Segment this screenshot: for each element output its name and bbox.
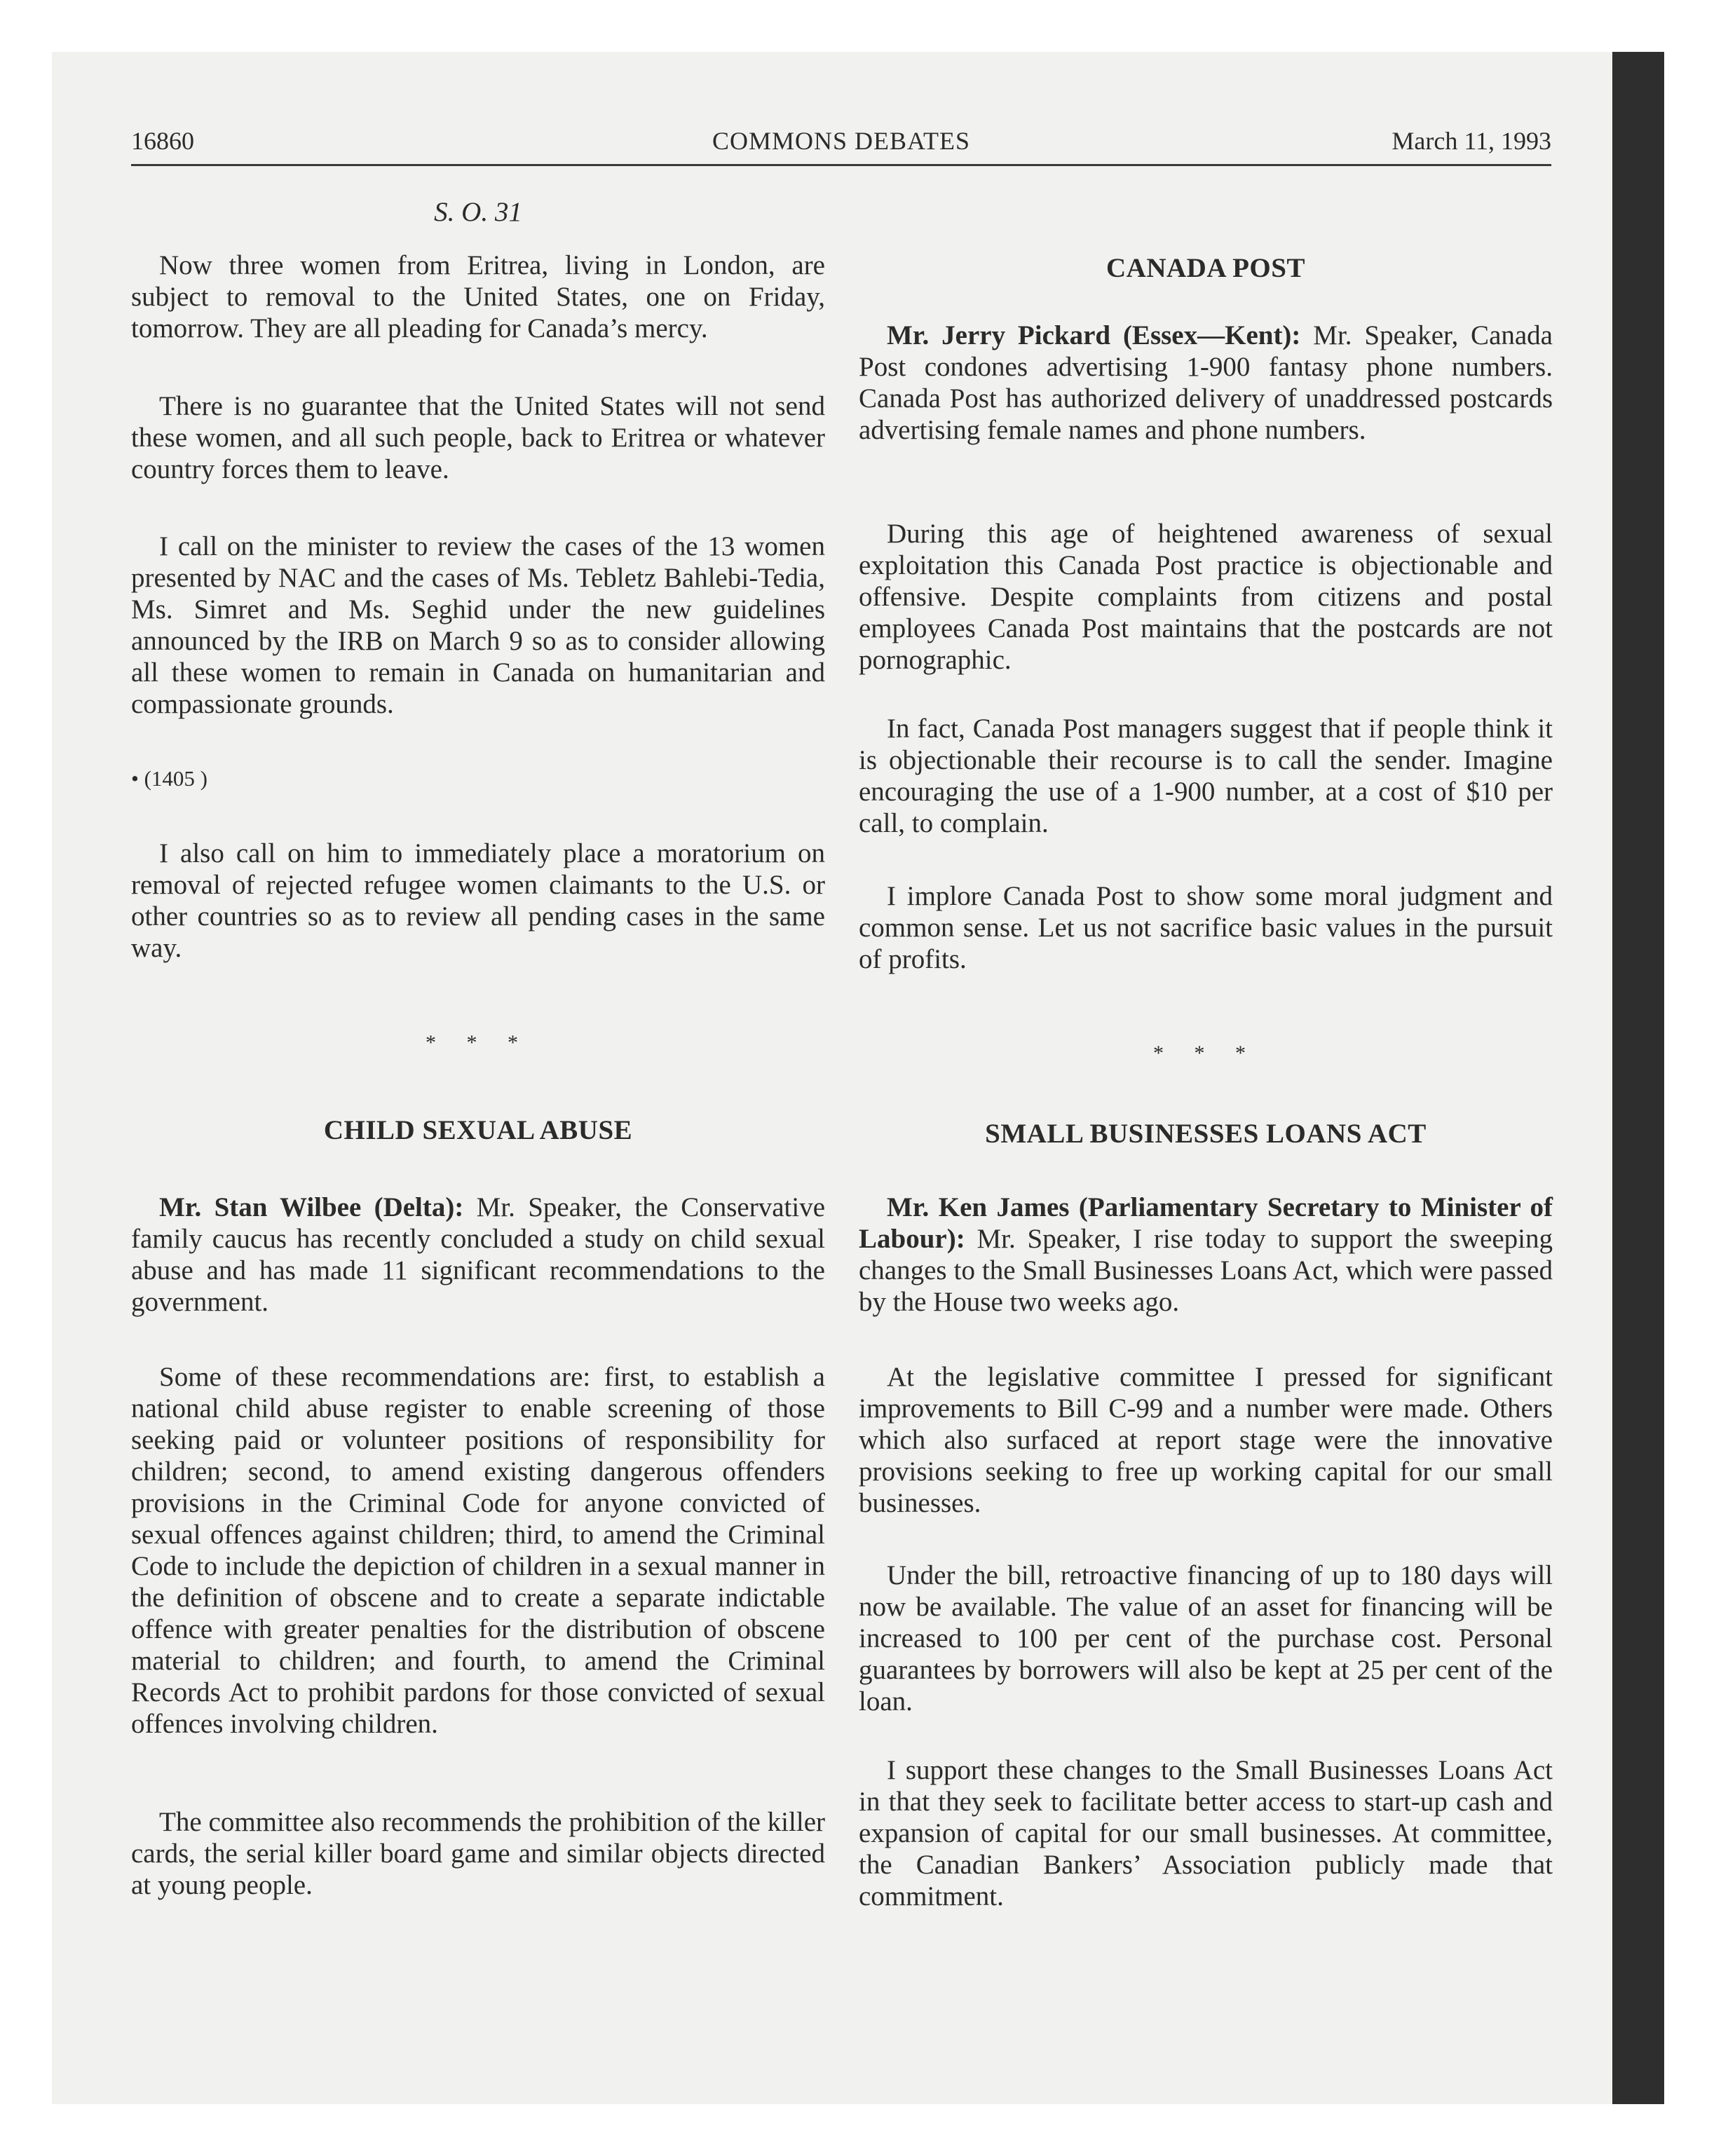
speech-paragraph [859, 1192, 1553, 1318]
time-marker: • (1405 ) [131, 766, 207, 791]
paragraph: Under the bill, retroactive financing of up to 180 days will now be available. The value of an asset for financing will be increased to 100 per cent of the purchase cost. Personal guarantees by borrowers will also be kept at 25 per cent of the loan. [859, 1560, 1553, 1717]
section-separator: * * * [426, 1031, 531, 1054]
speech-paragraph [131, 1192, 825, 1318]
paragraph: I also call on him to immediately place a moratorium on removal of rejected refugee women claimants to the U.S. or other countries so as to review all pending cases in the same way. [131, 838, 825, 963]
scan-shadow-edge [1612, 52, 1664, 2104]
paragraph: I support these changes to the Small Businesses Loans Act in that they seek to facilitate better access to start-up cash and expansion of capital for our small businesses. At committee, the Canadian Bankers’ Association publicly made that commitment. [859, 1755, 1553, 1911]
paragraph: I implore Canada Post to show some moral judgment and common sense. Let us not sacrifice basic values in the pursuit of profits. [859, 881, 1553, 974]
speaker-name: Mr. Stan Wilbee (Delta): [159, 1192, 464, 1222]
paragraph: There is no guarantee that the United States will not send these women, and all such people, back to Eritrea or whatever country forces them to leave. [131, 391, 825, 484]
section-heading: CHILD SEXUAL ABUSE [323, 1115, 633, 1145]
speech-text: Mr. Speaker, I rise today to support the sweeping changes to the Small Businesses Loans Act, which were passed by the House two weeks ago. [859, 1224, 1553, 1317]
paragraph: Some of these recommendations are: first, to establish a national child abuse register to enable screening of those seeking paid or volunteer positions of responsibility for children; second, to amend existing dangerous offenders provisions in the Criminal Code for anyone convicted of sexual offences against children; third, to amend the Criminal Code to include the depiction of children in a sexual manner in the definition of obscene and to create a separate indictable offence with greater penalties for the distribution of obscene material to children; and fourth, to amend the Criminal Records Act to prohibit pardons for those convicted of sexual offences involving children. [131, 1362, 825, 1739]
speaker-name: Mr. Ken James (Parliamentary Secretary to Minister of Labour): [859, 1192, 1553, 1254]
page-number: 16860 [131, 127, 194, 155]
section-separator: * * * [1153, 1042, 1258, 1065]
page-header [131, 126, 1551, 161]
speech-paragraph [859, 320, 1553, 446]
journal-title: COMMONS DEBATES [712, 127, 971, 155]
paragraph: At the legislative committee I pressed for significant improvements to Bill C-99 and a number were made. Others which also surfaced at report stage were the innovative provisions seeking to free up working capital for our small businesses. [859, 1362, 1553, 1518]
paragraph: I call on the minister to review the cases of the 13 women presented by NAC and the cases of Ms. Tebletz Bahlebi-Tedia, Ms. Simret and Ms. Seghid under the new guidelines announced by the IRB on March 9 so as to consider allowing all these women to remain in Canada on humanitarian and compassionate grounds. [131, 531, 825, 719]
paragraph: In fact, Canada Post managers suggest that if people think it is objectionable their recourse is to call the sender. Imagine encouraging the use of a 1-900 number, at a cost of $10 per call, to complain. [859, 714, 1553, 838]
standing-order-label: S. O. 31 [434, 197, 522, 227]
speech-text: Mr. Speaker, the Conservative family caucus has recently concluded a study on child sexual abuse and has made 11 significant recommendations to the government. [131, 1192, 826, 1317]
paragraph: Now three women from Eritrea, living in London, are subject to removal to the United States, one on Friday, tomorrow. They are all pleading for Canada’s mercy. [131, 250, 825, 343]
speech-text: Mr. Speaker, Canada Post condones advertising 1-900 fantasy phone numbers. Canada Post has authorized delivery of unaddressed postcards advertising female names and phone numbers. [859, 320, 1553, 445]
section-heading: SMALL BUSINESSES LOANS ACT [985, 1119, 1427, 1149]
sitting-date: March 11, 1993 [1392, 127, 1551, 155]
speaker-name: Mr. Jerry Pickard (Essex—Kent): [887, 320, 1301, 350]
paragraph: During this age of heightened awareness of sexual exploitation this Canada Post practice is objectionable and offensive. Despite complaints from citizens and postal employees Canada Post maintains that the postcards are not pornographic. [859, 519, 1553, 675]
section-heading: CANADA POST [1106, 253, 1305, 283]
header-rule [131, 164, 1551, 166]
paragraph: The committee also recommends the prohibition of the killer cards, the serial killer board game and similar objects directed at young people. [131, 1807, 825, 1900]
